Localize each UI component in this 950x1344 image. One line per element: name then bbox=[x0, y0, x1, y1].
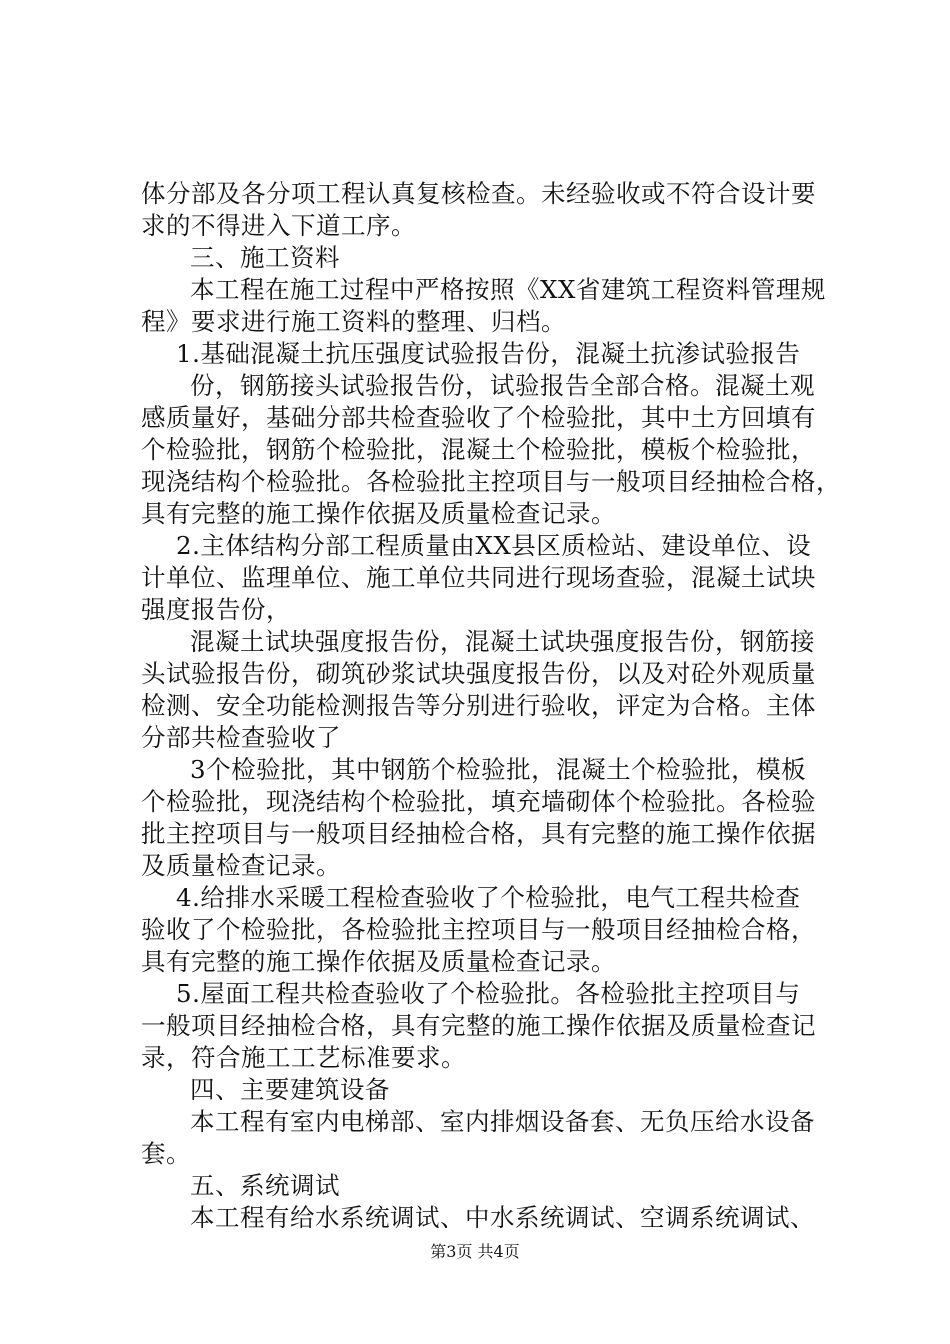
text-line: 2.主体结构分部工程质量由XX县区质检站、建设单位、设 bbox=[176, 531, 812, 560]
text-line: 分部共检查验收了 bbox=[141, 723, 341, 752]
text-line: 套。 bbox=[141, 1139, 191, 1168]
text-line: 计单位、监理单位、施工单位共同进行现场查验，混凝土试块 bbox=[141, 563, 816, 592]
text-line: 录，符合施工工艺标准要求。 bbox=[141, 1043, 466, 1072]
text-line: 混凝土试块强度报告份，混凝土试块强度报告份，钢筋接 bbox=[190, 627, 815, 656]
text-line: 强度报告份， bbox=[141, 595, 291, 624]
text-line: 份，钢筋接头试验报告份，试验报告全部合格。混凝土观 bbox=[190, 371, 815, 400]
text-line: 一般项目经抽检合格，具有完整的施工操作依据及质量检查记 bbox=[141, 1011, 816, 1040]
text-line: 及质量检查记录。 bbox=[141, 851, 341, 880]
section-heading: 四、主要建筑设备 bbox=[190, 1075, 390, 1104]
text-line: 本工程在施工过程中严格按照《XX省建筑工程资料管理规 bbox=[190, 275, 826, 304]
text-line: 程》要求进行施工资料的整理、归档。 bbox=[141, 307, 566, 336]
text-line: 具有完整的施工操作依据及质量检查记录。 bbox=[141, 499, 616, 528]
text-line: 4.给排水采暖工程检查验收了个检验批，电气工程共检查 bbox=[176, 883, 801, 912]
text-line: 1.基础混凝土抗压强度试验报告份，混凝土抗渗试验报告 bbox=[176, 339, 801, 368]
text-line: 求的不得进入下道工序。 bbox=[141, 211, 416, 240]
page-footer: 第3页 共4页 bbox=[430, 1242, 520, 1261]
text-line: 本工程有给水系统调试、中水系统调试、空调系统调试、 bbox=[190, 1203, 815, 1232]
text-line: 5.屋面工程共检查验收了个检验批。各检验批主控项目与 bbox=[176, 979, 801, 1008]
text-line: 3个检验批，其中钢筋个检验批，混凝土个检验批，模板 bbox=[190, 755, 807, 784]
text-line: 体分部及各分项工程认真复核检查。未经验收或不符合设计要 bbox=[141, 179, 816, 208]
section-heading: 五、系统调试 bbox=[190, 1171, 340, 1200]
text-line: 检测、安全功能检测报告等分别进行验收，评定为合格。主体 bbox=[141, 691, 816, 720]
section-heading: 三、施工资料 bbox=[190, 243, 340, 272]
text-line: 感质量好，基础分部共检查验收了个检验批，其中土方回填有 bbox=[141, 403, 816, 432]
text-line: 批主控项目与一般项目经抽检合格，具有完整的施工操作依据 bbox=[141, 819, 816, 848]
text-line: 验收了个检验批，各检验批主控项目与一般项目经抽检合格， bbox=[141, 915, 816, 944]
text-line: 个检验批，钢筋个检验批，混凝土个检验批，模板个检验批， bbox=[141, 435, 816, 464]
text-line: 具有完整的施工操作依据及质量检查记录。 bbox=[141, 947, 616, 976]
text-line: 本工程有室内电梯部、室内排烟设备套、无负压给水设备 bbox=[190, 1107, 815, 1136]
text-line: 个检验批，现浇结构个检验批，填充墙砌体个检验批。各检验 bbox=[141, 787, 816, 816]
text-line: 头试验报告份，砌筑砂浆试块强度报告份，以及对砼外观质量 bbox=[141, 659, 816, 688]
text-line: 现浇结构个检验批。各检验批主控项目与一般项目经抽检合格， bbox=[141, 467, 841, 496]
